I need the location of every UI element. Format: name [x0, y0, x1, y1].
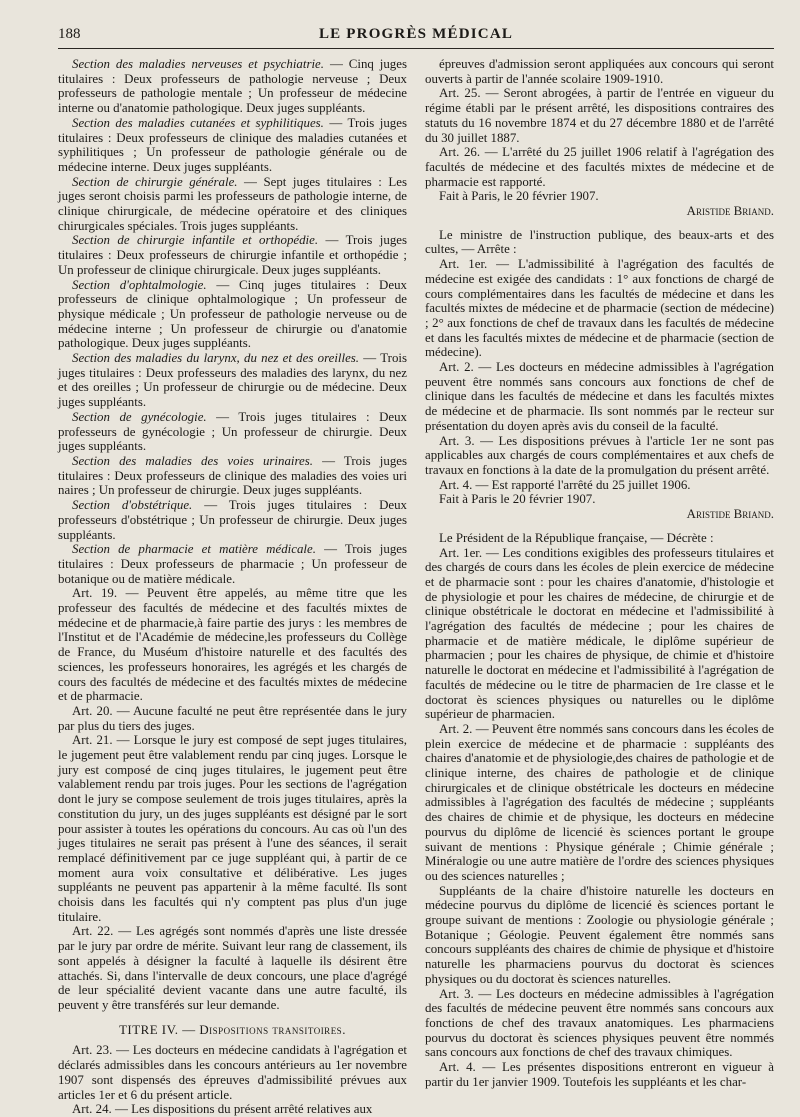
article-paragraph: Art. 21. — Lorsque le jury est composé de sept juges titulaires, le jugement peut être valablement rendu par cinq juges. Lorsque le jury est composé de cinq juges titulaires, le jugement peut être valablement rendu par trois juges. Pour les sections de l'agrégation dont le jury se compose seulement de trois juges titulaires, après la constitution du jury, un des juges suppléants est désigné par le sort pour assister à toutes les opérations du concours. Au cas où l'un des juges titulaires ne serait pas présent à l'une des séances, il serait remplacé définitivement par ce juge suppléant qui, à partir de ce moment aura voix consultative et délibérative. Les juges suppléants ne peuvent pas appartenir à la même faculté. Ils sont choisis dans les facultés qui n'y comptent pas plus d'un juge titulaire. [58, 733, 407, 924]
article-paragraph: Art. 3. — Les dispositions prévues à l'article 1er ne sont pas applicables aux chargés de cours complémentaires et aux chefs de travaux en fonctions à la date de la promulgation du présent arrêté. [425, 433, 774, 477]
section-paragraph: Section d'ophtalmologie. — Cinq juges titulaires : Deux professeurs de clinique ophtalmologique ; Un professeur de physique médicale ; Un professeur de pathologie nerveuse ou de médecine interne ; Un professeur de chirurgie ou d'anatomie pathologique. Deux juges suppléants. [58, 277, 407, 351]
signature: Aristide Briand. [686, 204, 774, 219]
section-paragraph: Section de gynécologie. — Trois juges titulaires : Deux professeurs de gynécologie ; Un professeur de chirurgie. Deux juges suppléants. [58, 409, 407, 454]
section-paragraph: Section d'obstétrique. — Trois juges titulaires : Deux professeurs d'obstétrique ; Un professeur de chirurgie. Deux juges suppléants. [58, 498, 407, 542]
section-paragraph: Section de chirurgie générale. — Sept juges titulaires : Les juges seront choisis parmi les professeurs de pathologie interne, de clinique chirurgicale, de médecine opératoire et des cliniques chirurgicales spéciales. Trois juges suppléants. [58, 174, 408, 233]
article-paragraph: Art. 22. — Les agrégés sont nommés d'après une liste dressée par le jury par ordre de mérite. Suivant leur rang de classement, ils sont appelés à désigner la faculté à laquelle ils désirent être attachés. Si, dans l'intervalle de deux concours, une place d'agrégé de leur spécialité devient vacante dans une autre faculté, ils peuvent y être transférés sur leur demande. [58, 924, 407, 1012]
article-paragraph: Art. 23. — Les docteurs en médecine candidats à l'agrégation et déclarés admissibles dans les concours antérieurs au 1er novembre 1907 sont dispensés des épreuves d'admissibilité prévues aux articles 1er et 6 du présent article. [58, 1043, 407, 1102]
article-paragraph: Art. 19. — Peuvent être appelés, au même titre que les professeur des facultés de médecine et des facultés mixtes de médecine et de pharmacie,à faire partie des jurys : les membres de l'Institut et de l'Académie de médecine,les professeurs du Collège de France, du Muséum d'histoire naturelle et des facultés des sciences, les professeurs honoraires, les agrégés et les chargés de cours des facultés de médecine et des facultés mixtes de médecine et de pharmacie. [58, 586, 407, 704]
left-column [58, 57, 407, 1117]
article-paragraph: Suppléants de la chaire d'histoire naturelle les docteurs en médecine pourvus du diplôme de licencié ès sciences portant le groupe suivant de mentions : Zoologie ou physiologie générale ; Botanique ; Géologie. Peuvent également être nommés sans concours suppléants des chaires de chimie de physique et d'histoire naturelle les pharmaciens pourvus du doctorat ès sciences physiques ou du doctorat ès sciences naturelles. [425, 883, 774, 986]
article-paragraph: Art. 20. — Aucune faculté ne peut être représentée dans le jury par plus du tiers des juges. [58, 703, 407, 733]
section-paragraph: Section des maladies nerveuses et psychiatrie. — Cinq juges titulaires : Deux professeurs de pathologie nerveuse ; Deux professeurs de pathologie mentale ; Un professeur de médecine interne ou d'anatomie pathologique. Deux juges suppléants. [58, 57, 407, 116]
titre-heading: TITRE IV. — Dispositions transitoires. [119, 1022, 346, 1037]
article-paragraph: Art. 25. — Seront abrogées, à partir de l'entrée en vigueur du régime établi par le présent arrêté, les dispositions contraires des statuts du 16 novembre 1874 et du 27 décembre 1880 et de l'arrêté du 30 juillet 1887. [425, 86, 774, 145]
article-paragraph: Art. 1er. — Les conditions exigibles des professeurs titulaires et des chargés de cours dans les écoles de plein exercice de médecine et de pharmacie sont : pour les chaires d'anatomie, d'histologie et de physiologie et pour les chaires de médecine, de chirurgie et de clinique obstétricale le doctorat en médecine et l'admissibilité à l'agrégation des facultés de médecine ; pour les chaires de pharmacie et de matière médicale, le diplôme supérieur de pharmacien ; pour les chaires de physique, de chimie et d'histoire naturelle le doctorat en médecine et l'admissibilité à l'agrégation de facultés de médecine ou le titre de pharmacien de 1re classe et le doctorat ès sciences physiques ou naturelles ou le diplôme supérieur de pharmacien. [425, 545, 774, 722]
section-paragraph: Section des maladies des voies urinaires. — Trois juges titulaires : Deux professeurs de clinique des maladies des voies uri naires ; Un professeur de chirurgie. Deux juges suppléants. [58, 453, 408, 498]
right-column [425, 57, 774, 1117]
running-title: LE PROGRÈS MÉDICAL [318, 26, 514, 42]
article-paragraph: Art. 1er. — L'admissibilité à l'agrégation des facultés de médecine est exigée des candidats : 1° aux fonctions de chargé de cours complémentaires dans les facultés de médecine et dans les facultés mixtes de médecine et de pharmacie (section de médecine) ; 2° aux fonctions de chef de travaux dans les facultés de médecine et dans les facultés mixtes de médecine et de pharmacie (section de médecine). [425, 257, 774, 360]
article-paragraph: Art. 3. — Les docteurs en médecine admissibles à l'agrégation des facultés de médecine peuvent être nommés sans concours aux fonctions de chef des travaux anatomiques. Les pharmaciens pourvus du doctorat ès sciences physiques peuvent être nommés sans concours aux fonctions de chef des travaux chimiques. [425, 986, 774, 1060]
article-paragraph: Le ministre de l'instruction publique, des beaux-arts et des cultes, — Arrête : [425, 227, 774, 257]
article-paragraph: Art. 26. — L'arrêté du 25 juillet 1906 relatif à l'agrégation des facultés de médecine et des facultés mixtes de médecine et de pharmacie est rapporté. [425, 145, 774, 189]
article-paragraph: Art. 4. — Est rapporté l'arrêté du 25 juillet 1906. [439, 477, 691, 492]
section-paragraph: Section de chirurgie infantile et orthopédie. — Trois juges titulaires : Deux professeurs de chirurgie infantile et orthopédie ; Un professeur de clinique chirurgicale. Deux juges suppléants. [58, 233, 408, 277]
section-paragraph: Section des maladies du larynx, du nez et des oreilles. — Trois juges titulaires : Deux professeurs des maladies des larynx, du nez et des oreilles ; Un professeur de chirurgie ou de médecine. Deux juges suppléants. [58, 351, 407, 410]
article-paragraph: Art. 24. — Les dispositions du présent arrêté relatives aux [72, 1102, 373, 1117]
page-header [58, 26, 774, 49]
article-paragraph: Le Président de la République française, — Décrète : [439, 530, 714, 545]
section-paragraph: Section des maladies cutanées et syphilitiques. — Trois juges titulaires : Deux professeurs de clinique des maladies cutanées et syphilitiques ; Un professeur de pathologie générale ou de médecine interne. Deux juges suppléants. [58, 115, 407, 174]
article-paragraph: Fait à Paris, le 20 février 1907. [439, 189, 599, 204]
article-paragraph: Fait à Paris le 20 février 1907. [439, 492, 596, 507]
signature: Aristide Briand. [686, 507, 774, 522]
page-number: 188 [58, 26, 81, 42]
article-paragraph: épreuves d'admission seront appliquées aux concours qui seront ouverts à partir de l'année scolaire 1909-1910. [425, 57, 774, 86]
article-paragraph: Art. 4. — Les présentes dispositions entreront en vigueur à partir du 1er janvier 1909. Toutefois les suppléants et les char- [425, 1060, 774, 1089]
article-paragraph: Art. 2. — Les docteurs en médecine admissibles à l'agrégation peuvent être nommés sans concours aux fonctions de chef de clinique dans les facultés de médecine et dans les facultés mixtes de médecine et de pharmacie. Ils sont nommés par le recteur sur présentation du doyen après avis du conseil de la faculté. [425, 360, 774, 433]
section-paragraph: Section de pharmacie et matière médicale. — Trois juges titulaires : Deux professeurs de pharmacie ; Un professeur de botanique ou de matière médicale. [58, 542, 408, 586]
article-paragraph: Art. 2. — Peuvent être nommés sans concours dans les écoles de plein exercice de médecine et de pharmacie : suppléants des chaires d'anatomie et de physiologie,des chaires de pathologie et de clinique interne, des chaires de pathologie et de clinique chirurgicales et de clinique obstétricale les docteurs en médecine admissibles à l'agrégation des facultés de médecine ; suppléants des chaires de chimie et de physique, les docteurs en médecine pourvus du diplôme de licencié ès sciences portant le groupe suivant de mentions : Physique générale ; Chimie générale ; Minéralogie ou une autre matière de l'ordre des sciences physiques ou des sciences naturelles ; [425, 721, 774, 883]
